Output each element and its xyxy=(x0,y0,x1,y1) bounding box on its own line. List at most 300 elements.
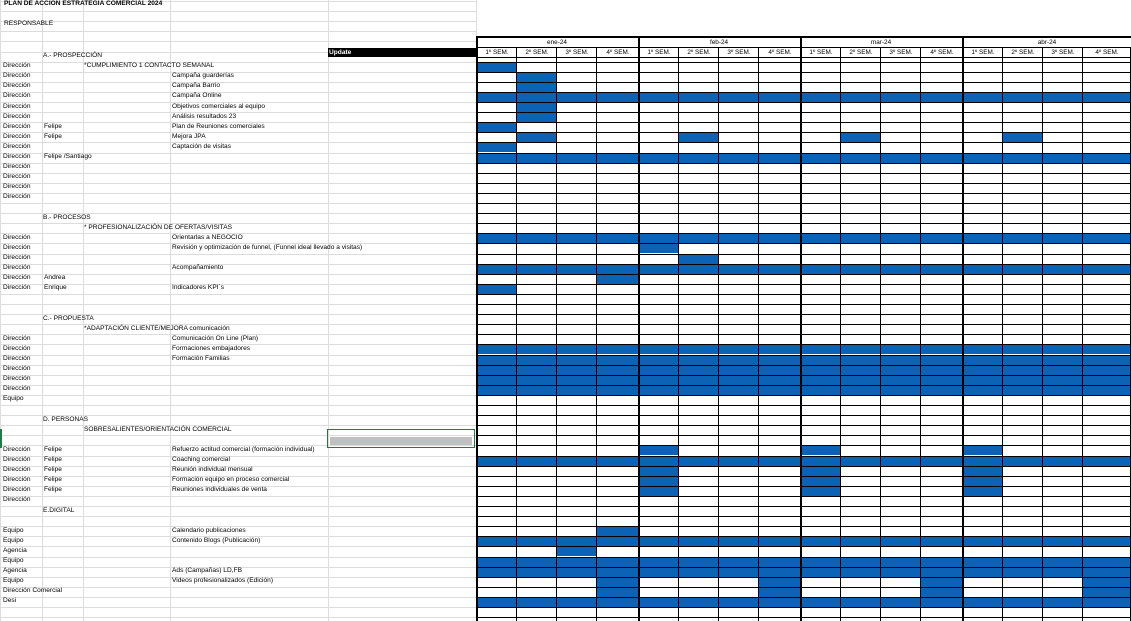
gantt-shaded-cell[interactable] xyxy=(679,536,719,546)
week-header-1[interactable]: 1º SEM. xyxy=(485,49,509,56)
responsable-cell[interactable]: Dirección xyxy=(3,274,31,282)
gantt-shaded-cell[interactable] xyxy=(597,456,639,466)
gantt-shaded-cell[interactable] xyxy=(881,536,921,546)
responsable-cell[interactable]: Dirección xyxy=(3,62,31,70)
task-cell[interactable]: Refuerzo actitud comercial (formación individual) xyxy=(172,445,315,453)
gantt-shaded-cell[interactable] xyxy=(759,365,801,375)
gantt-shaded-cell[interactable] xyxy=(597,587,639,597)
gantt-shaded-cell[interactable] xyxy=(963,456,1003,466)
responsable-cell[interactable]: Desi xyxy=(3,597,17,605)
gantt-shaded-cell[interactable] xyxy=(679,92,719,102)
gantt-shaded-cell[interactable] xyxy=(881,385,921,395)
gantt-shaded-cell[interactable] xyxy=(639,476,679,486)
gantt-shaded-cell[interactable] xyxy=(963,355,1003,365)
gantt-shaded-cell[interactable] xyxy=(1003,344,1043,354)
gantt-shaded-cell[interactable] xyxy=(1083,597,1131,607)
gantt-shaded-cell[interactable] xyxy=(801,344,841,354)
responsable-cell[interactable]: Dirección xyxy=(3,385,31,393)
subsection-heading[interactable]: *ADAPTACIÓN CLIENTE/MEJORA comunicación xyxy=(84,324,230,332)
gantt-shaded-cell[interactable] xyxy=(1003,355,1043,365)
gantt-shaded-cell[interactable] xyxy=(639,557,679,567)
responsable-secondary-cell[interactable]: Felipe xyxy=(44,456,62,463)
gantt-shaded-cell[interactable] xyxy=(963,375,1003,385)
gantt-shaded-cell[interactable] xyxy=(639,233,679,243)
section-heading[interactable]: C.- PROPUESTA xyxy=(43,314,94,322)
gantt-shaded-cell[interactable] xyxy=(719,597,759,607)
gantt-shaded-cell[interactable] xyxy=(719,385,759,395)
gantt-shaded-cell[interactable] xyxy=(881,365,921,375)
gantt-shaded-cell[interactable] xyxy=(841,385,881,395)
gantt-shaded-cell[interactable] xyxy=(759,587,801,597)
gantt-shaded-cell[interactable] xyxy=(841,567,881,577)
month-header-mar[interactable]: mar-24 xyxy=(870,39,892,46)
gantt-shaded-cell[interactable] xyxy=(1083,375,1131,385)
task-cell[interactable]: Formaciones embajadores xyxy=(172,344,251,352)
gantt-shaded-cell[interactable] xyxy=(1043,264,1083,274)
gantt-shaded-cell[interactable] xyxy=(881,355,921,365)
responsable-cell[interactable]: Dirección xyxy=(3,112,31,120)
subsection-heading[interactable]: SOBRESALIENTES/ORIENTACIÓN COMERCIAL xyxy=(84,425,232,433)
gantt-shaded-cell[interactable] xyxy=(639,344,679,354)
gantt-shaded-cell[interactable] xyxy=(1083,577,1131,587)
gantt-shaded-cell[interactable] xyxy=(881,233,921,243)
task-cell[interactable]: Formación equipo en proceso comercial xyxy=(172,476,290,484)
gantt-shaded-cell[interactable] xyxy=(1043,153,1083,163)
responsable-cell[interactable]: Dirección xyxy=(3,486,31,494)
gantt-shaded-cell[interactable] xyxy=(759,456,801,466)
gantt-shaded-cell[interactable] xyxy=(639,466,679,476)
task-cell[interactable]: Coaching comercial xyxy=(172,456,230,463)
gantt-shaded-cell[interactable] xyxy=(963,365,1003,375)
gantt-shaded-cell[interactable] xyxy=(963,557,1003,567)
responsable-cell[interactable]: Dirección xyxy=(3,334,31,342)
gantt-shaded-cell[interactable] xyxy=(517,132,557,142)
gantt-shaded-cell[interactable] xyxy=(517,82,557,92)
responsable-cell[interactable]: Dirección xyxy=(3,264,31,272)
gantt-shaded-cell[interactable] xyxy=(1083,567,1131,577)
gantt-shaded-cell[interactable] xyxy=(921,536,963,546)
week-header-2[interactable]: 2º SEM. xyxy=(525,49,549,56)
gantt-shaded-cell[interactable] xyxy=(1083,344,1131,354)
gantt-shaded-cell[interactable] xyxy=(963,536,1003,546)
gantt-shaded-cell[interactable] xyxy=(841,153,881,163)
gantt-shaded-cell[interactable] xyxy=(1003,92,1043,102)
task-cell[interactable]: Acompañamiento xyxy=(172,264,224,272)
gantt-shaded-cell[interactable] xyxy=(597,557,639,567)
responsable-cell[interactable]: Dirección xyxy=(3,355,31,362)
gantt-shaded-cell[interactable] xyxy=(963,233,1003,243)
task-cell[interactable]: Campaña Barrio xyxy=(172,82,221,90)
week-header-3[interactable]: 3º SEM. xyxy=(565,49,589,56)
gantt-shaded-cell[interactable] xyxy=(921,456,963,466)
gantt-shaded-cell[interactable] xyxy=(881,153,921,163)
gantt-shaded-cell[interactable] xyxy=(477,153,517,163)
responsable-cell[interactable]: Agencia xyxy=(3,546,27,554)
week-header-4[interactable]: 4º SEM. xyxy=(606,49,630,56)
gantt-shaded-cell[interactable] xyxy=(1083,355,1131,365)
responsable-cell[interactable]: Dirección xyxy=(3,375,31,383)
section-heading[interactable]: A.- PROSPECCIÓN xyxy=(43,52,102,59)
responsable-cell[interactable]: Dirección xyxy=(3,153,31,160)
gantt-shaded-cell[interactable] xyxy=(963,476,1003,486)
gantt-shaded-cell[interactable] xyxy=(1043,597,1083,607)
gantt-shaded-cell[interactable] xyxy=(963,385,1003,395)
gantt-shaded-cell[interactable] xyxy=(597,264,639,274)
gantt-shaded-cell[interactable] xyxy=(719,456,759,466)
gantt-shaded-cell[interactable] xyxy=(1083,264,1131,274)
gantt-shaded-cell[interactable] xyxy=(639,486,679,496)
gantt-shaded-cell[interactable] xyxy=(639,365,679,375)
selected-cell[interactable] xyxy=(327,429,475,448)
gantt-shaded-cell[interactable] xyxy=(1083,536,1131,546)
section-heading[interactable]: E.DIGITAL xyxy=(43,506,75,514)
gantt-shaded-cell[interactable] xyxy=(881,557,921,567)
gantt-shaded-cell[interactable] xyxy=(477,344,517,354)
gantt-shaded-cell[interactable] xyxy=(639,385,679,395)
gantt-shaded-cell[interactable] xyxy=(841,536,881,546)
gantt-shaded-cell[interactable] xyxy=(759,375,801,385)
responsable-cell[interactable]: Dirección xyxy=(3,365,31,373)
week-header-12[interactable]: 4º SEM. xyxy=(930,49,954,56)
gantt-shaded-cell[interactable] xyxy=(841,557,881,567)
gantt-shaded-cell[interactable] xyxy=(597,375,639,385)
gantt-shaded-cell[interactable] xyxy=(557,375,597,385)
task-cell[interactable]: Objetivos comerciales al equipo xyxy=(172,102,266,110)
gantt-shaded-cell[interactable] xyxy=(963,567,1003,577)
responsable-cell[interactable]: Dirección xyxy=(3,243,31,251)
gantt-shaded-cell[interactable] xyxy=(557,233,597,243)
week-header-16[interactable]: 4º SEM. xyxy=(1095,49,1119,56)
month-header-feb[interactable]: feb-24 xyxy=(709,39,729,46)
gantt-shaded-cell[interactable] xyxy=(557,92,597,102)
gantt-shaded-cell[interactable] xyxy=(1043,233,1083,243)
task-cell[interactable]: Contenido Blogs (Publicación) xyxy=(172,536,261,544)
gantt-shaded-cell[interactable] xyxy=(1043,456,1083,466)
gantt-shaded-cell[interactable] xyxy=(597,567,639,577)
responsable-cell[interactable]: Dirección xyxy=(3,193,31,201)
gantt-shaded-cell[interactable] xyxy=(921,567,963,577)
gantt-shaded-cell[interactable] xyxy=(719,153,759,163)
responsable-cell[interactable]: Dirección xyxy=(3,456,31,463)
gantt-shaded-cell[interactable] xyxy=(679,254,719,264)
gantt-shaded-cell[interactable] xyxy=(1003,375,1043,385)
gantt-shaded-cell[interactable] xyxy=(921,375,963,385)
gantt-shaded-cell[interactable] xyxy=(719,365,759,375)
task-cell[interactable]: Campaña Online xyxy=(172,92,222,100)
gantt-shaded-cell[interactable] xyxy=(719,344,759,354)
gantt-shaded-cell[interactable] xyxy=(477,536,517,546)
task-cell[interactable]: Indicadores KPI´s xyxy=(172,284,225,292)
gantt-shaded-cell[interactable] xyxy=(1083,153,1131,163)
gantt-shaded-cell[interactable] xyxy=(1083,92,1131,102)
gantt-shaded-cell[interactable] xyxy=(759,233,801,243)
gantt-shaded-cell[interactable] xyxy=(719,264,759,274)
responsable-secondary-cell[interactable]: Felipe xyxy=(44,445,62,453)
gantt-shaded-cell[interactable] xyxy=(881,567,921,577)
responsable-cell[interactable]: Dirección xyxy=(3,496,31,504)
gantt-shaded-cell[interactable] xyxy=(1003,456,1043,466)
gantt-shaded-cell[interactable] xyxy=(1083,385,1131,395)
gantt-shaded-cell[interactable] xyxy=(1043,365,1083,375)
gantt-shaded-cell[interactable] xyxy=(759,92,801,102)
task-cell[interactable]: Revisión y optimización de funnel, (Funnel ideal llevado a visitas) xyxy=(172,243,363,251)
gantt-shaded-cell[interactable] xyxy=(963,486,1003,496)
responsable-cell[interactable]: Dirección xyxy=(3,142,31,150)
responsable-cell[interactable]: Equipo xyxy=(3,526,24,534)
responsable-cell[interactable]: Dirección xyxy=(3,102,31,110)
responsable-cell[interactable]: Equipo xyxy=(3,557,24,564)
gantt-shaded-cell[interactable] xyxy=(719,557,759,567)
gantt-shaded-cell[interactable] xyxy=(719,92,759,102)
gantt-shaded-cell[interactable] xyxy=(597,92,639,102)
gantt-shaded-cell[interactable] xyxy=(801,456,841,466)
gantt-shaded-cell[interactable] xyxy=(597,153,639,163)
gantt-shaded-cell[interactable] xyxy=(639,355,679,365)
gantt-shaded-cell[interactable] xyxy=(517,456,557,466)
gantt-shaded-cell[interactable] xyxy=(639,264,679,274)
gantt-shaded-cell[interactable] xyxy=(759,557,801,567)
gantt-shaded-cell[interactable] xyxy=(841,132,881,142)
gantt-shaded-cell[interactable] xyxy=(517,375,557,385)
gantt-shaded-cell[interactable] xyxy=(921,365,963,375)
gantt-shaded-cell[interactable] xyxy=(801,486,841,496)
gantt-shaded-cell[interactable] xyxy=(801,92,841,102)
gantt-shaded-cell[interactable] xyxy=(639,456,679,466)
task-cell[interactable]: Mejora JPA xyxy=(172,132,206,140)
gantt-shaded-cell[interactable] xyxy=(517,233,557,243)
gantt-shaded-cell[interactable] xyxy=(477,597,517,607)
gantt-shaded-cell[interactable] xyxy=(597,526,639,536)
gantt-shaded-cell[interactable] xyxy=(477,375,517,385)
task-cell[interactable]: Calendario publicaciones xyxy=(172,526,246,534)
gantt-shaded-cell[interactable] xyxy=(801,567,841,577)
responsable-secondary-cell[interactable]: Felipe /Santiago xyxy=(44,153,92,160)
gantt-shaded-cell[interactable] xyxy=(759,344,801,354)
task-cell[interactable]: Comunicación On Line (Plan) xyxy=(172,334,259,342)
gantt-shaded-cell[interactable] xyxy=(801,445,841,455)
gantt-shaded-cell[interactable] xyxy=(801,385,841,395)
gantt-shaded-cell[interactable] xyxy=(881,456,921,466)
gantt-shaded-cell[interactable] xyxy=(477,365,517,375)
gantt-shaded-cell[interactable] xyxy=(759,567,801,577)
gantt-shaded-cell[interactable] xyxy=(517,557,557,567)
responsable-header[interactable]: RESPONSABLE xyxy=(4,20,54,27)
gantt-shaded-cell[interactable] xyxy=(921,92,963,102)
gantt-shaded-cell[interactable] xyxy=(881,92,921,102)
responsable-secondary-cell[interactable]: Enrique xyxy=(44,284,67,292)
gantt-shaded-cell[interactable] xyxy=(517,264,557,274)
gantt-shaded-cell[interactable] xyxy=(1043,385,1083,395)
week-header-13[interactable]: 1º SEM. xyxy=(971,49,995,56)
gantt-shaded-cell[interactable] xyxy=(1003,233,1043,243)
subsection-heading[interactable]: *CUMPLIMIENTO 1 CONTACTO SEMANAL xyxy=(84,62,215,70)
gantt-shaded-cell[interactable] xyxy=(679,264,719,274)
gantt-shaded-cell[interactable] xyxy=(1083,557,1131,567)
gantt-shaded-cell[interactable] xyxy=(841,92,881,102)
responsable-cell[interactable]: Equipo xyxy=(3,395,24,403)
gantt-shaded-cell[interactable] xyxy=(477,355,517,365)
responsable-cell[interactable]: Dirección xyxy=(3,476,31,484)
gantt-shaded-cell[interactable] xyxy=(963,597,1003,607)
gantt-shaded-cell[interactable] xyxy=(1003,264,1043,274)
gantt-shaded-cell[interactable] xyxy=(477,567,517,577)
gantt-shaded-cell[interactable] xyxy=(841,264,881,274)
responsable-secondary-cell[interactable]: Felipe xyxy=(44,122,62,130)
responsable-cell[interactable]: Dirección xyxy=(3,284,31,292)
gantt-shaded-cell[interactable] xyxy=(557,153,597,163)
gantt-shaded-cell[interactable] xyxy=(1003,132,1043,142)
gantt-shaded-cell[interactable] xyxy=(1043,344,1083,354)
month-header-abr[interactable]: abr-24 xyxy=(1037,39,1057,46)
gantt-shaded-cell[interactable] xyxy=(1083,365,1131,375)
week-header-8[interactable]: 4º SEM. xyxy=(768,49,792,56)
gantt-shaded-cell[interactable] xyxy=(963,153,1003,163)
gantt-shaded-cell[interactable] xyxy=(679,132,719,142)
gantt-shaded-cell[interactable] xyxy=(557,557,597,567)
gantt-shaded-cell[interactable] xyxy=(921,557,963,567)
responsable-cell[interactable]: Dirección xyxy=(3,82,31,90)
gantt-shaded-cell[interactable] xyxy=(477,385,517,395)
gantt-shaded-cell[interactable] xyxy=(801,536,841,546)
gantt-shaded-cell[interactable] xyxy=(597,365,639,375)
subsection-heading[interactable]: * PROFESIONALIZACIÓN DE OFERTAS/VISITAS xyxy=(84,223,233,231)
task-cell[interactable]: Reunión individual mensual xyxy=(172,466,253,474)
responsable-secondary-cell[interactable]: Felipe xyxy=(44,476,62,484)
responsable-secondary-cell[interactable]: Felipe xyxy=(44,486,62,494)
section-heading[interactable]: D. PERSONAS xyxy=(43,415,89,423)
gantt-shaded-cell[interactable] xyxy=(1043,375,1083,385)
gantt-shaded-cell[interactable] xyxy=(597,597,639,607)
responsable-cell[interactable]: Equipo xyxy=(3,577,24,585)
gantt-shaded-cell[interactable] xyxy=(841,344,881,354)
week-header-9[interactable]: 1º SEM. xyxy=(809,49,833,56)
gantt-shaded-cell[interactable] xyxy=(963,445,1003,455)
gantt-shaded-cell[interactable] xyxy=(1003,153,1043,163)
sheet-title[interactable]: PLAN DE ACCIÓN ESTRATEGIA COMERCIAL 2024 xyxy=(4,0,163,7)
gantt-shaded-cell[interactable] xyxy=(639,597,679,607)
gantt-shaded-cell[interactable] xyxy=(801,365,841,375)
gantt-shaded-cell[interactable] xyxy=(639,243,679,253)
week-header-6[interactable]: 2º SEM. xyxy=(687,49,711,56)
gantt-shaded-cell[interactable] xyxy=(557,536,597,546)
week-header-14[interactable]: 2º SEM. xyxy=(1011,49,1035,56)
gantt-shaded-cell[interactable] xyxy=(963,92,1003,102)
gantt-shaded-cell[interactable] xyxy=(557,385,597,395)
gantt-shaded-cell[interactable] xyxy=(597,536,639,546)
gantt-shaded-cell[interactable] xyxy=(841,355,881,365)
gantt-shaded-cell[interactable] xyxy=(841,456,881,466)
gantt-shaded-cell[interactable] xyxy=(921,587,963,597)
gantt-shaded-cell[interactable] xyxy=(679,456,719,466)
responsable-cell[interactable]: Dirección xyxy=(3,445,31,453)
responsable-cell[interactable]: Dirección Comercial xyxy=(3,587,62,595)
gantt-shaded-cell[interactable] xyxy=(639,567,679,577)
gantt-shaded-cell[interactable] xyxy=(921,385,963,395)
gantt-shaded-cell[interactable] xyxy=(759,577,801,587)
gantt-shaded-cell[interactable] xyxy=(639,445,679,455)
task-cell[interactable]: Ads (Campañas) LD,FB xyxy=(172,567,242,575)
gantt-shaded-cell[interactable] xyxy=(841,233,881,243)
gantt-shaded-cell[interactable] xyxy=(597,344,639,354)
gantt-shaded-cell[interactable] xyxy=(921,344,963,354)
gantt-shaded-cell[interactable] xyxy=(921,355,963,365)
task-cell[interactable]: Formación Familias xyxy=(172,355,230,362)
gantt-shaded-cell[interactable] xyxy=(801,153,841,163)
gantt-shaded-cell[interactable] xyxy=(881,264,921,274)
gantt-shaded-cell[interactable] xyxy=(1083,233,1131,243)
month-header-ene[interactable]: ene-24 xyxy=(547,39,567,46)
gantt-shaded-cell[interactable] xyxy=(921,233,963,243)
update-cell[interactable]: Update xyxy=(328,48,476,57)
responsable-cell[interactable]: Dirección xyxy=(3,92,31,100)
gantt-shaded-cell[interactable] xyxy=(597,355,639,365)
gantt-shaded-cell[interactable] xyxy=(639,536,679,546)
gantt-shaded-cell[interactable] xyxy=(477,92,517,102)
week-header-11[interactable]: 3º SEM. xyxy=(889,49,913,56)
gantt-shaded-cell[interactable] xyxy=(477,62,517,72)
gantt-shaded-cell[interactable] xyxy=(597,385,639,395)
section-heading[interactable]: B.- PROCESOS xyxy=(43,213,91,221)
gantt-shaded-cell[interactable] xyxy=(679,355,719,365)
task-cell[interactable]: Videos profesionalizados (Edición) xyxy=(172,577,274,585)
gantt-shaded-cell[interactable] xyxy=(801,597,841,607)
task-cell[interactable]: Campaña guarderías xyxy=(172,72,234,80)
responsable-cell[interactable]: Dirección xyxy=(3,163,31,171)
gantt-shaded-cell[interactable] xyxy=(1003,365,1043,375)
gantt-shaded-cell[interactable] xyxy=(1043,567,1083,577)
gantt-shaded-cell[interactable] xyxy=(921,153,963,163)
gantt-shaded-cell[interactable] xyxy=(719,567,759,577)
gantt-shaded-cell[interactable] xyxy=(477,233,517,243)
gantt-shaded-cell[interactable] xyxy=(801,557,841,567)
gantt-shaded-cell[interactable] xyxy=(557,365,597,375)
gantt-shaded-cell[interactable] xyxy=(921,577,963,587)
gantt-shaded-cell[interactable] xyxy=(517,597,557,607)
responsable-cell[interactable]: Dirección xyxy=(3,344,31,352)
gantt-shaded-cell[interactable] xyxy=(639,375,679,385)
gantt-shaded-cell[interactable] xyxy=(759,355,801,365)
gantt-shaded-cell[interactable] xyxy=(597,577,639,587)
gantt-shaded-cell[interactable] xyxy=(881,375,921,385)
gantt-shaded-cell[interactable] xyxy=(517,355,557,365)
gantt-shaded-cell[interactable] xyxy=(881,344,921,354)
gantt-shaded-cell[interactable] xyxy=(679,385,719,395)
responsable-cell[interactable]: Dirección xyxy=(3,254,31,261)
gantt-shaded-cell[interactable] xyxy=(759,597,801,607)
gantt-shaded-cell[interactable] xyxy=(1003,536,1043,546)
responsable-cell[interactable]: Equipo xyxy=(3,536,24,544)
gantt-shaded-cell[interactable] xyxy=(841,375,881,385)
gantt-shaded-cell[interactable] xyxy=(1003,567,1043,577)
gantt-shaded-cell[interactable] xyxy=(679,233,719,243)
gantt-shaded-cell[interactable] xyxy=(1043,92,1083,102)
responsable-secondary-cell[interactable]: Andrea xyxy=(44,274,66,282)
responsable-cell[interactable]: Dirección xyxy=(3,183,31,191)
gantt-shaded-cell[interactable] xyxy=(517,536,557,546)
gantt-shaded-cell[interactable] xyxy=(557,597,597,607)
gantt-shaded-cell[interactable] xyxy=(801,264,841,274)
gantt-shaded-cell[interactable] xyxy=(801,355,841,365)
gantt-shaded-cell[interactable] xyxy=(517,567,557,577)
gantt-shaded-cell[interactable] xyxy=(719,355,759,365)
gantt-shaded-cell[interactable] xyxy=(517,72,557,82)
responsable-cell[interactable]: Dirección xyxy=(3,233,31,241)
gantt-shaded-cell[interactable] xyxy=(801,466,841,476)
responsable-secondary-cell[interactable]: Felipe xyxy=(44,132,62,140)
task-cell[interactable]: Orientarlas a NEGOCIO xyxy=(172,233,243,241)
gantt-shaded-cell[interactable] xyxy=(1043,355,1083,365)
gantt-shaded-cell[interactable] xyxy=(517,365,557,375)
